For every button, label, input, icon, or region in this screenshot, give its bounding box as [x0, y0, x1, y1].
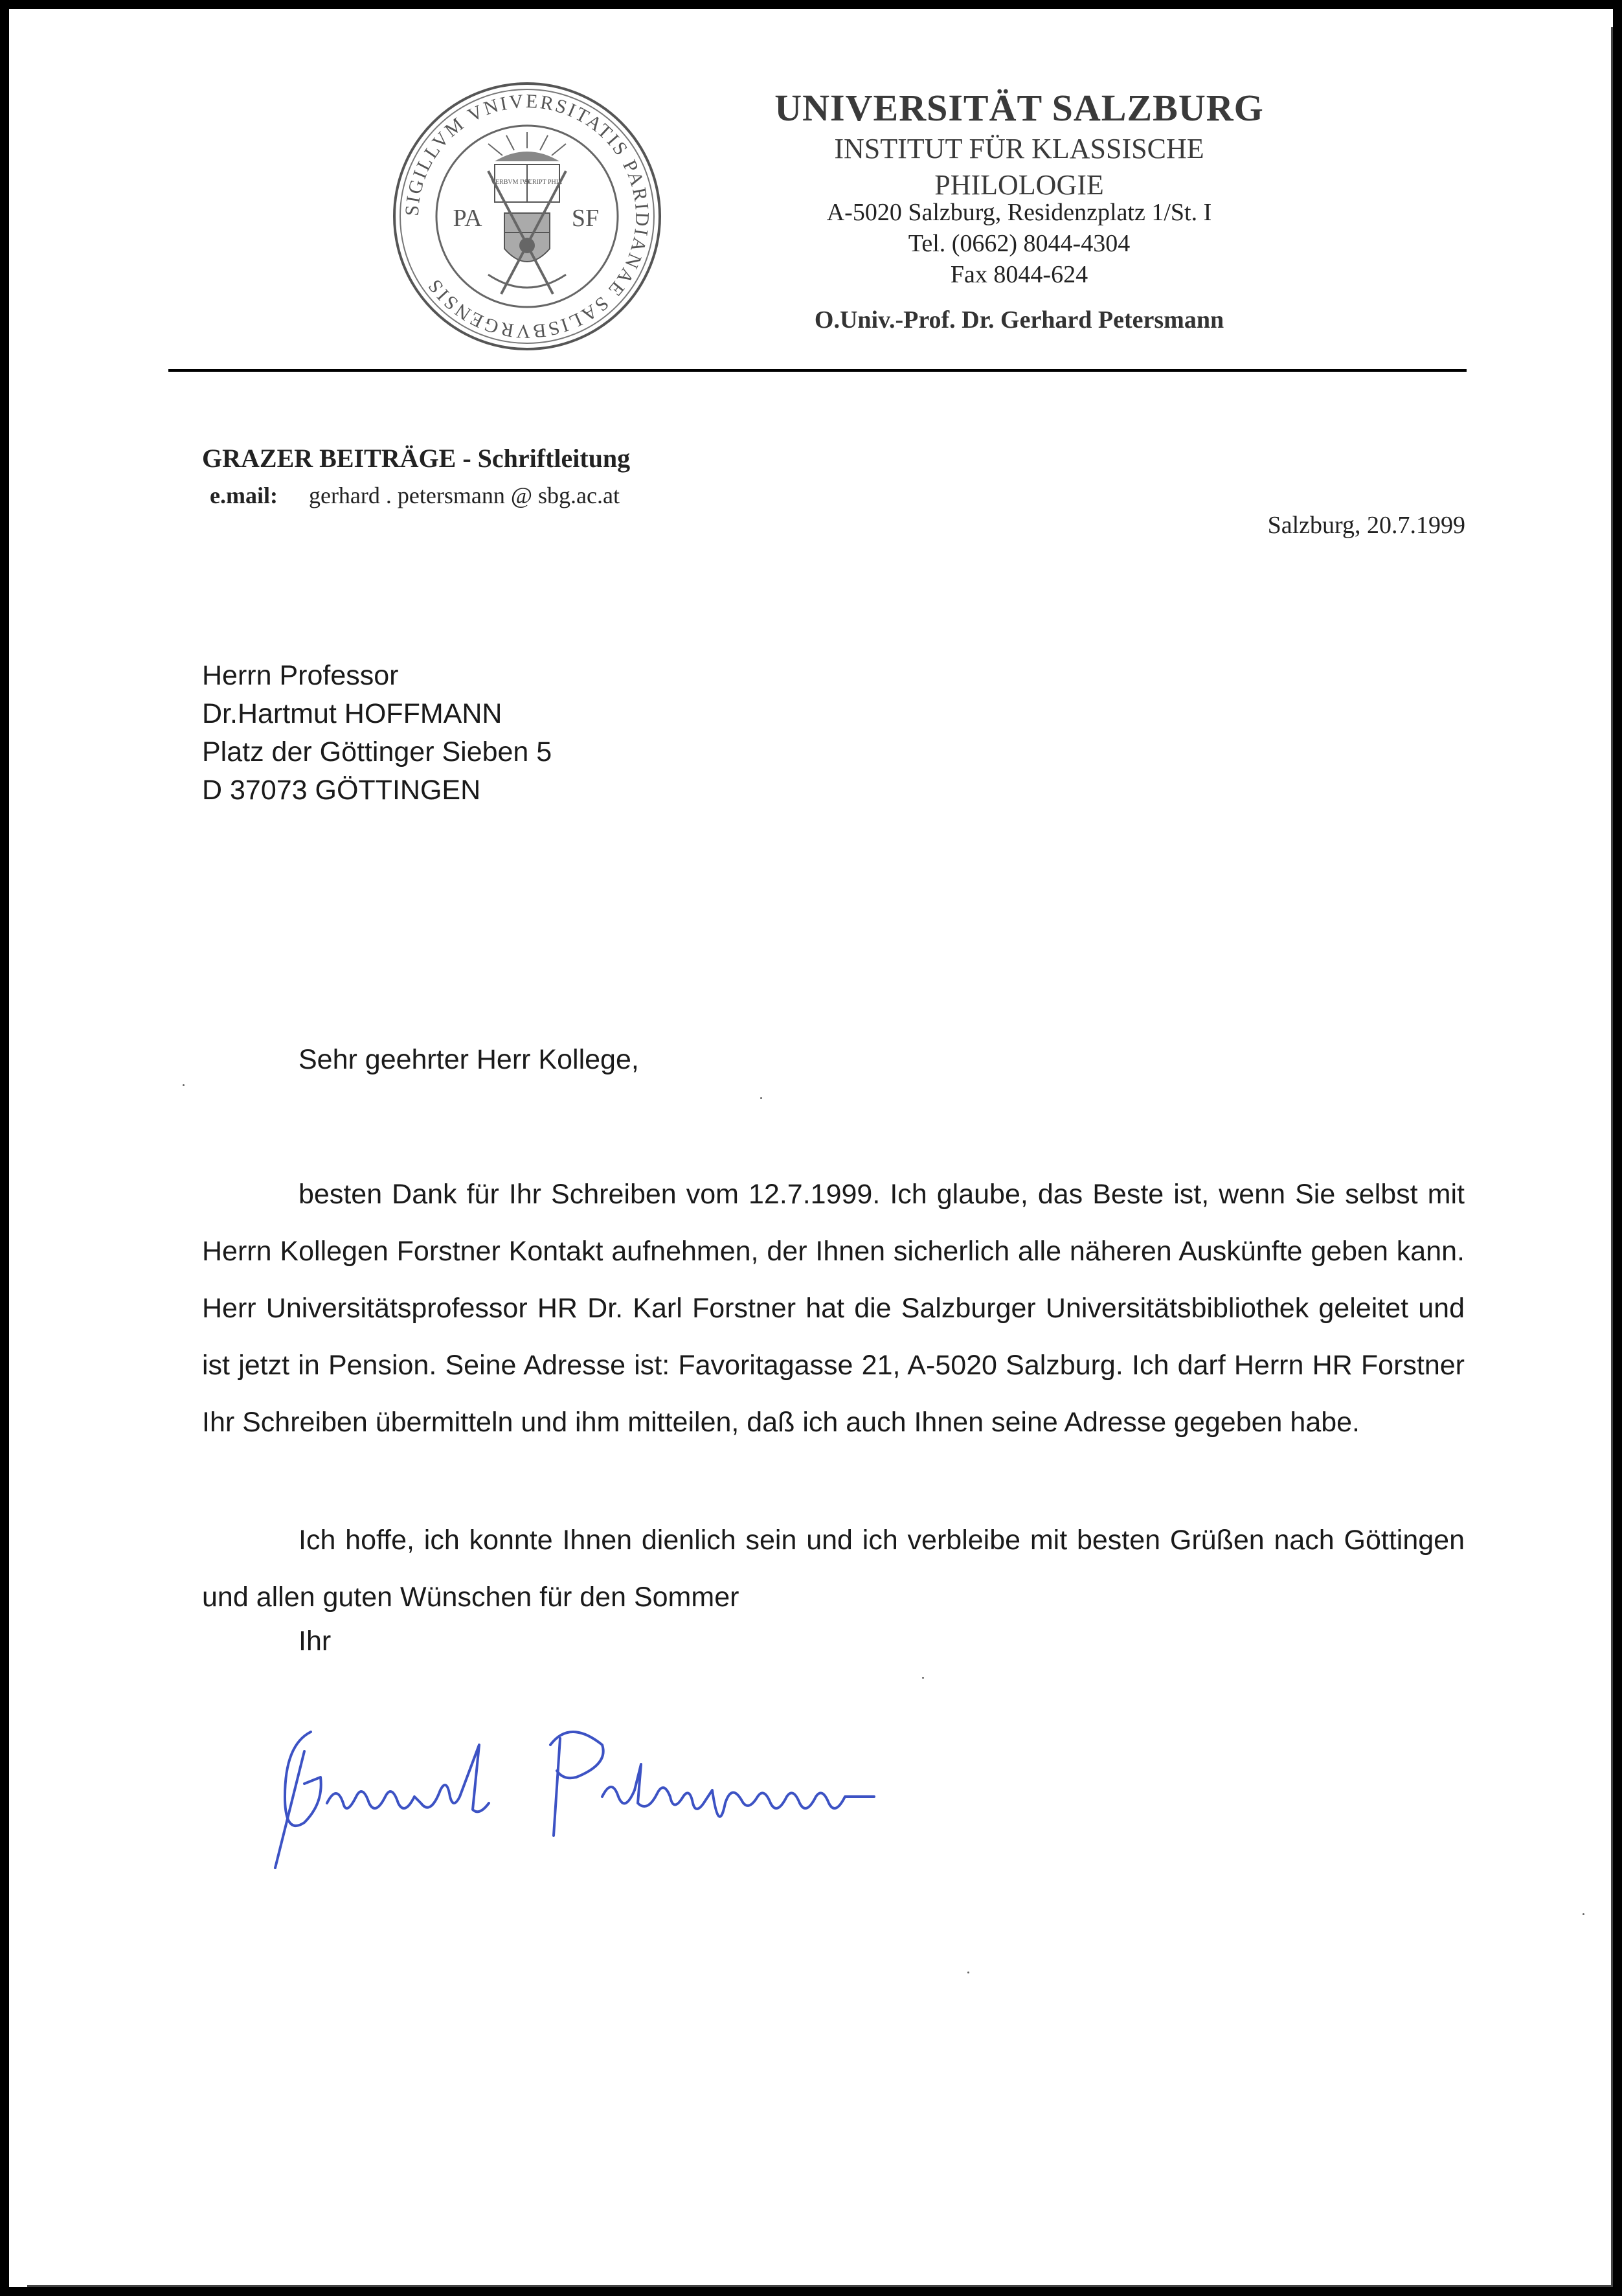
letterhead-divider [168, 369, 1467, 372]
letter-date: Salzburg, 20.7.1999 [1267, 512, 1465, 539]
journal-suffix: - Schriftleitung [456, 444, 631, 473]
journal-heading [202, 443, 630, 473]
body-paragraph-2: Ich hoffe, ich konnte Ihnen dienlich sein und ich verbleibe mit besten Grüßen nach Göttingen und allen guten Wünschen für den Sommer [202, 1525, 1465, 1613]
recipient-line: Dr.Hartmut HOFFMANN [202, 698, 502, 729]
letterhead-address [760, 197, 1278, 290]
sender-email [210, 482, 620, 509]
seal-book-right-text: SCRIPT PHIL [524, 179, 563, 186]
scan-speck [1583, 1913, 1584, 1915]
email-label: e.mail: [210, 483, 278, 508]
university-name: UNIVERSITÄT SALZBURG [774, 87, 1264, 129]
email-address: gerhard . petersmann @ sbg.ac.at [308, 483, 620, 508]
salutation: Sehr geehrter Herr Kollege, [298, 1044, 639, 1075]
seal-initials-left: PA [453, 205, 482, 232]
journal-name: GRAZER BEITRÄGE [202, 444, 456, 473]
recipient-line: Platz der Göttinger Sieben 5 [202, 736, 552, 767]
recipient-line: D 37073 GÖTTINGEN [202, 775, 481, 806]
fax: Fax 8044-624 [950, 261, 1088, 288]
scan-speck [922, 1677, 924, 1679]
university-seal-icon [391, 80, 663, 352]
seal-book-left-text: VERBVM IVR [490, 179, 532, 186]
address-line: A-5020 Salzburg, Residenzplatz 1/St. I [826, 199, 1212, 226]
closing: Ihr [298, 1626, 332, 1657]
seal-initials-right: SF [571, 205, 600, 232]
scan-speck [760, 1097, 762, 1099]
recipient-line: Herrn Professor [202, 660, 399, 691]
letterhead-title-block [760, 85, 1278, 203]
seal-ring-text: SIGILLVM VNIVERSITATIS PARIDIANAE SALISBVRGENSIS [401, 90, 653, 343]
professor-name: O.Univ.-Prof. Dr. Gerhard Petersmann [814, 306, 1224, 334]
telephone: Tel. (0662) 8044-4304 [908, 230, 1131, 257]
handwritten-signature [265, 1706, 887, 1874]
institute-name: INSTITUT FÜR KLASSISCHE PHILOLOGIE [834, 133, 1204, 201]
scan-speck [967, 1972, 969, 1973]
scan-speck [183, 1084, 185, 1086]
body-paragraph-1: besten Dank für Ihr Schreiben vom 12.7.1999. Ich glaube, das Beste ist, wenn Sie selbst mit Herrn Kollegen Forstner Kontakt aufnehmen, der Ihnen sicherlich alle näheren Auskünfte geben kann. Herr Universitätsprofessor HR Dr. Karl Forstner hat die Salzburger Universitätsbibliothek geleitet und ist jetzt in Pension. Seine Adresse ist: Favoritagasse 21, A-5020 Salzburg. Ich darf Herrn HR Forstner Ihr Schreiben übermitteln und ihm mitteilen, daß ich auch Ihnen seine Adresse gegeben habe. [202, 1179, 1465, 1438]
scan-edge [27, 27, 1613, 2287]
recipient-address [202, 657, 552, 810]
